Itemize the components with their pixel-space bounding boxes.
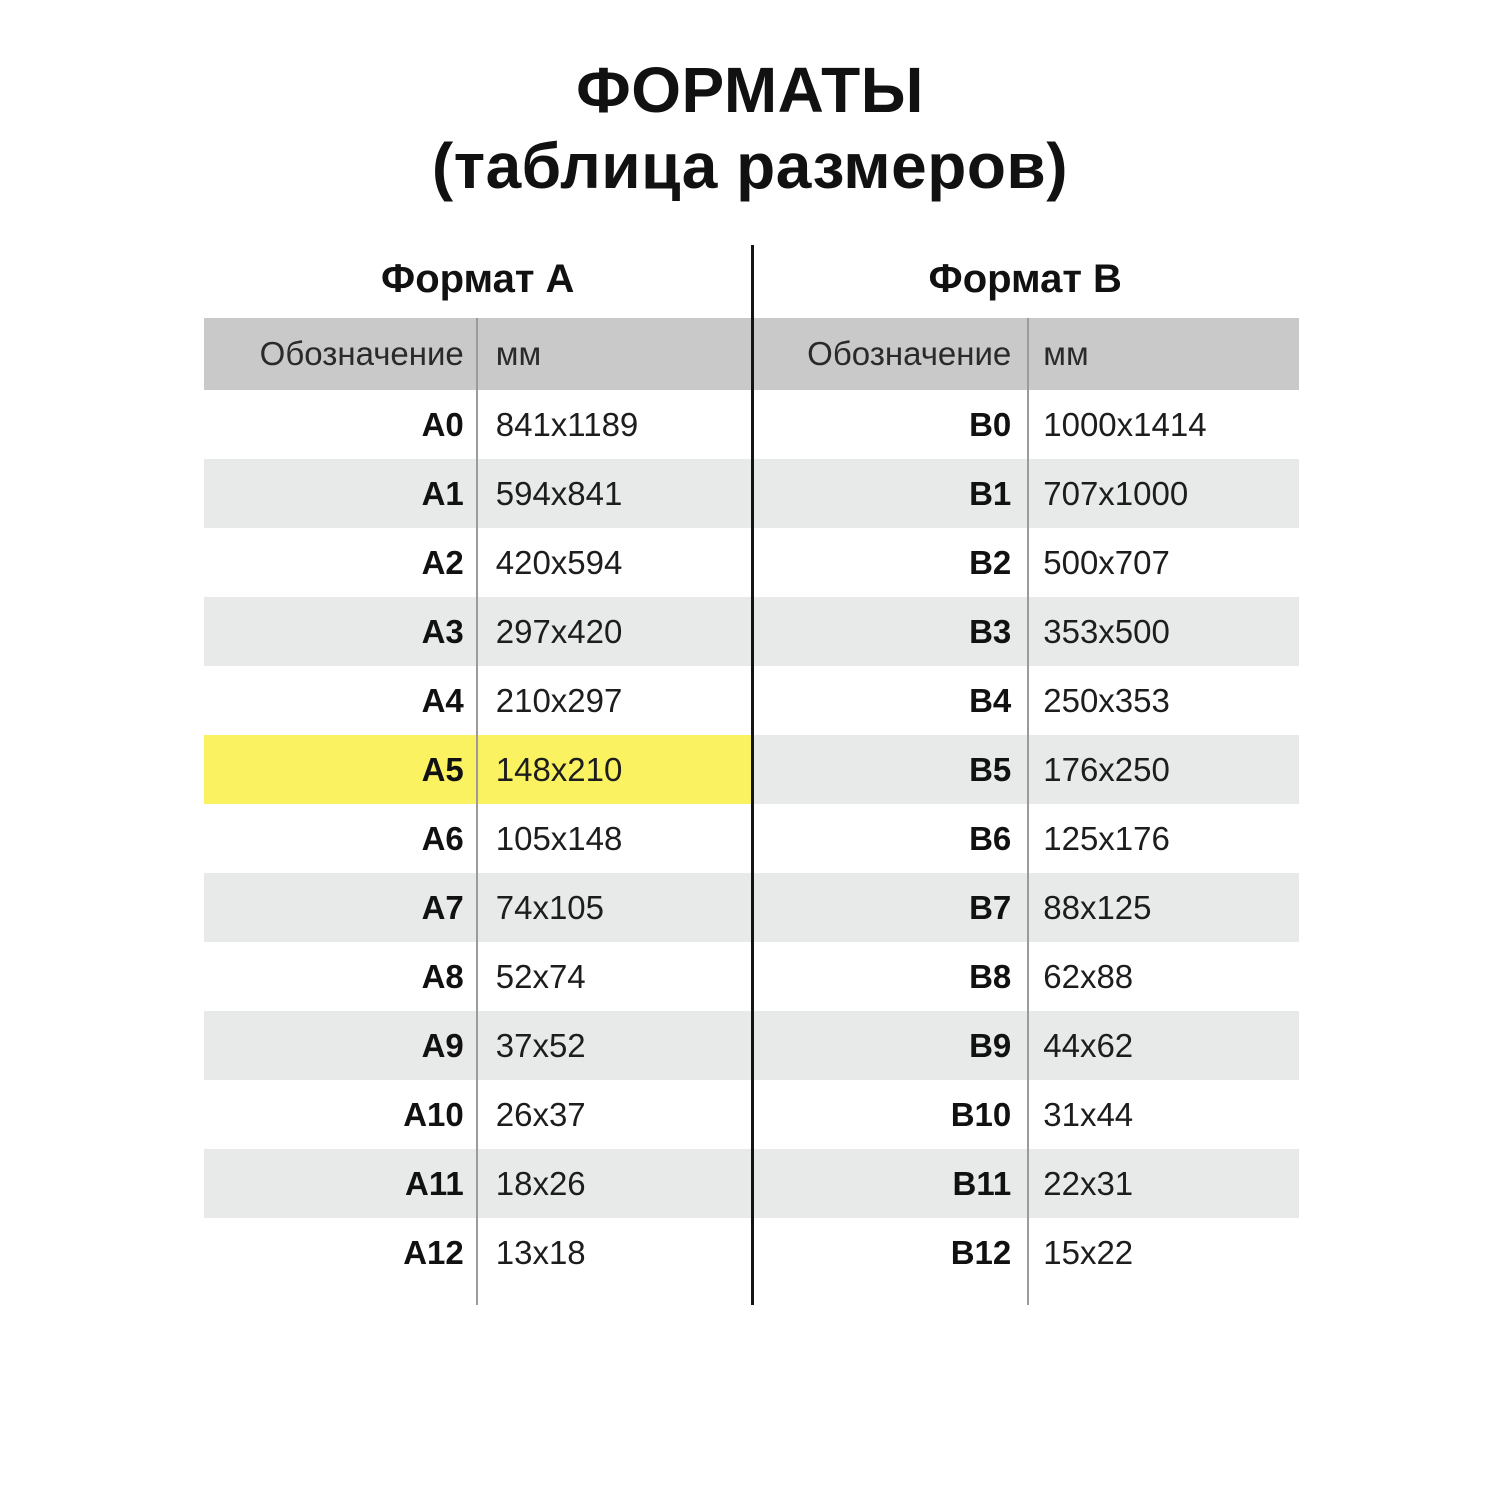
format-code-cell: B9 <box>969 1026 1012 1064</box>
size-mm-cell: 841x1189 <box>495 405 639 443</box>
format-code-cell: A3 <box>421 612 464 650</box>
table-row <box>752 804 1300 873</box>
format-code-cell: B0 <box>969 405 1012 443</box>
size-mm-cell: 62x88 <box>1043 957 1134 995</box>
size-mm-cell: 125x176 <box>1043 819 1170 857</box>
format-code-cell: A12 <box>403 1233 464 1271</box>
format-code-cell: A6 <box>421 819 464 857</box>
size-mm-cell: 37x52 <box>495 1026 586 1064</box>
size-mm-cell: 15x22 <box>1043 1233 1134 1271</box>
size-mm-cell: 420x594 <box>495 543 623 581</box>
format-b-heading: Формат В <box>928 256 1122 301</box>
format-code-cell: B12 <box>950 1233 1012 1271</box>
size-mm-cell: 18x26 <box>495 1164 586 1202</box>
size-mm-cell: 297x420 <box>495 612 623 650</box>
format-code-cell: A4 <box>421 681 464 719</box>
size-mm-cell: 74x105 <box>495 888 605 926</box>
format-code-cell: B4 <box>969 681 1012 719</box>
format-b-table <box>752 318 1300 1287</box>
format-code-cell: B6 <box>969 819 1012 857</box>
format-code-cell: B3 <box>969 612 1012 650</box>
format-a-heading: Формат А <box>381 256 575 301</box>
table-row <box>752 597 1300 666</box>
size-mm-cell: 13x18 <box>495 1233 586 1271</box>
size-mm-cell: 22x31 <box>1043 1164 1134 1202</box>
center-separator-line <box>751 245 754 1305</box>
size-mm-cell: 31x44 <box>1043 1095 1134 1133</box>
table-row <box>752 942 1300 1011</box>
format-code-cell: A9 <box>421 1026 464 1064</box>
designation-column-header: Обозначение <box>807 335 1012 372</box>
table-row <box>752 1080 1300 1149</box>
size-mm-cell: 250x353 <box>1043 681 1170 719</box>
format-code-cell: A10 <box>403 1095 464 1133</box>
format-code-cell: A7 <box>421 888 464 926</box>
format-code-cell: A0 <box>421 405 464 443</box>
size-mm-cell: 176x250 <box>1043 750 1170 788</box>
format-a-column-divider-line <box>476 318 478 1305</box>
designation-column-header: Обозначение <box>259 335 464 372</box>
format-code-cell: A5 <box>421 750 464 788</box>
size-mm-cell: 210x297 <box>495 681 623 719</box>
page-title-line1: ФОРМАТЫ <box>576 54 924 126</box>
column-header-row <box>752 318 1300 390</box>
table-row <box>752 390 1300 459</box>
size-mm-cell: 594x841 <box>495 474 623 512</box>
table-row <box>752 666 1300 735</box>
format-code-cell: B1 <box>969 474 1012 512</box>
format-code-cell: B10 <box>950 1095 1012 1133</box>
size-mm-cell: 44x62 <box>1043 1026 1134 1064</box>
table-row <box>752 1011 1300 1080</box>
size-mm-cell: 26x37 <box>495 1095 586 1133</box>
size-mm-cell: 88x125 <box>1043 888 1152 926</box>
format-b-column-divider-line <box>1027 318 1029 1305</box>
format-code-cell: B2 <box>969 543 1012 581</box>
page-title <box>0 52 1500 204</box>
size-mm-cell: 500x707 <box>1043 543 1170 581</box>
table-row <box>752 459 1300 528</box>
size-mm-cell: 707x1000 <box>1043 474 1189 512</box>
format-code-cell: A2 <box>421 543 464 581</box>
table-row <box>752 735 1300 804</box>
mm-column-header: мм <box>495 335 542 372</box>
size-mm-cell: 52x74 <box>495 957 586 995</box>
size-mm-cell: 1000x1414 <box>1043 405 1207 443</box>
table-row <box>752 1218 1300 1287</box>
format-code-cell: A8 <box>421 957 464 995</box>
format-code-cell: B5 <box>969 750 1012 788</box>
table-row <box>752 1149 1300 1218</box>
table-row <box>752 528 1300 597</box>
mm-column-header: мм <box>1043 335 1089 372</box>
format-code-cell: A11 <box>405 1164 464 1202</box>
size-mm-cell: 353x500 <box>1043 612 1170 650</box>
table-row <box>752 873 1300 942</box>
size-mm-cell: 105x148 <box>495 819 623 857</box>
format-code-cell: B7 <box>969 888 1012 926</box>
size-mm-cell: 148x210 <box>495 750 623 788</box>
format-code-cell: A1 <box>421 474 464 512</box>
format-code-cell: B8 <box>969 957 1012 995</box>
page-title-line2: (таблица размеров) <box>431 130 1069 202</box>
format-code-cell: B11 <box>952 1164 1012 1202</box>
